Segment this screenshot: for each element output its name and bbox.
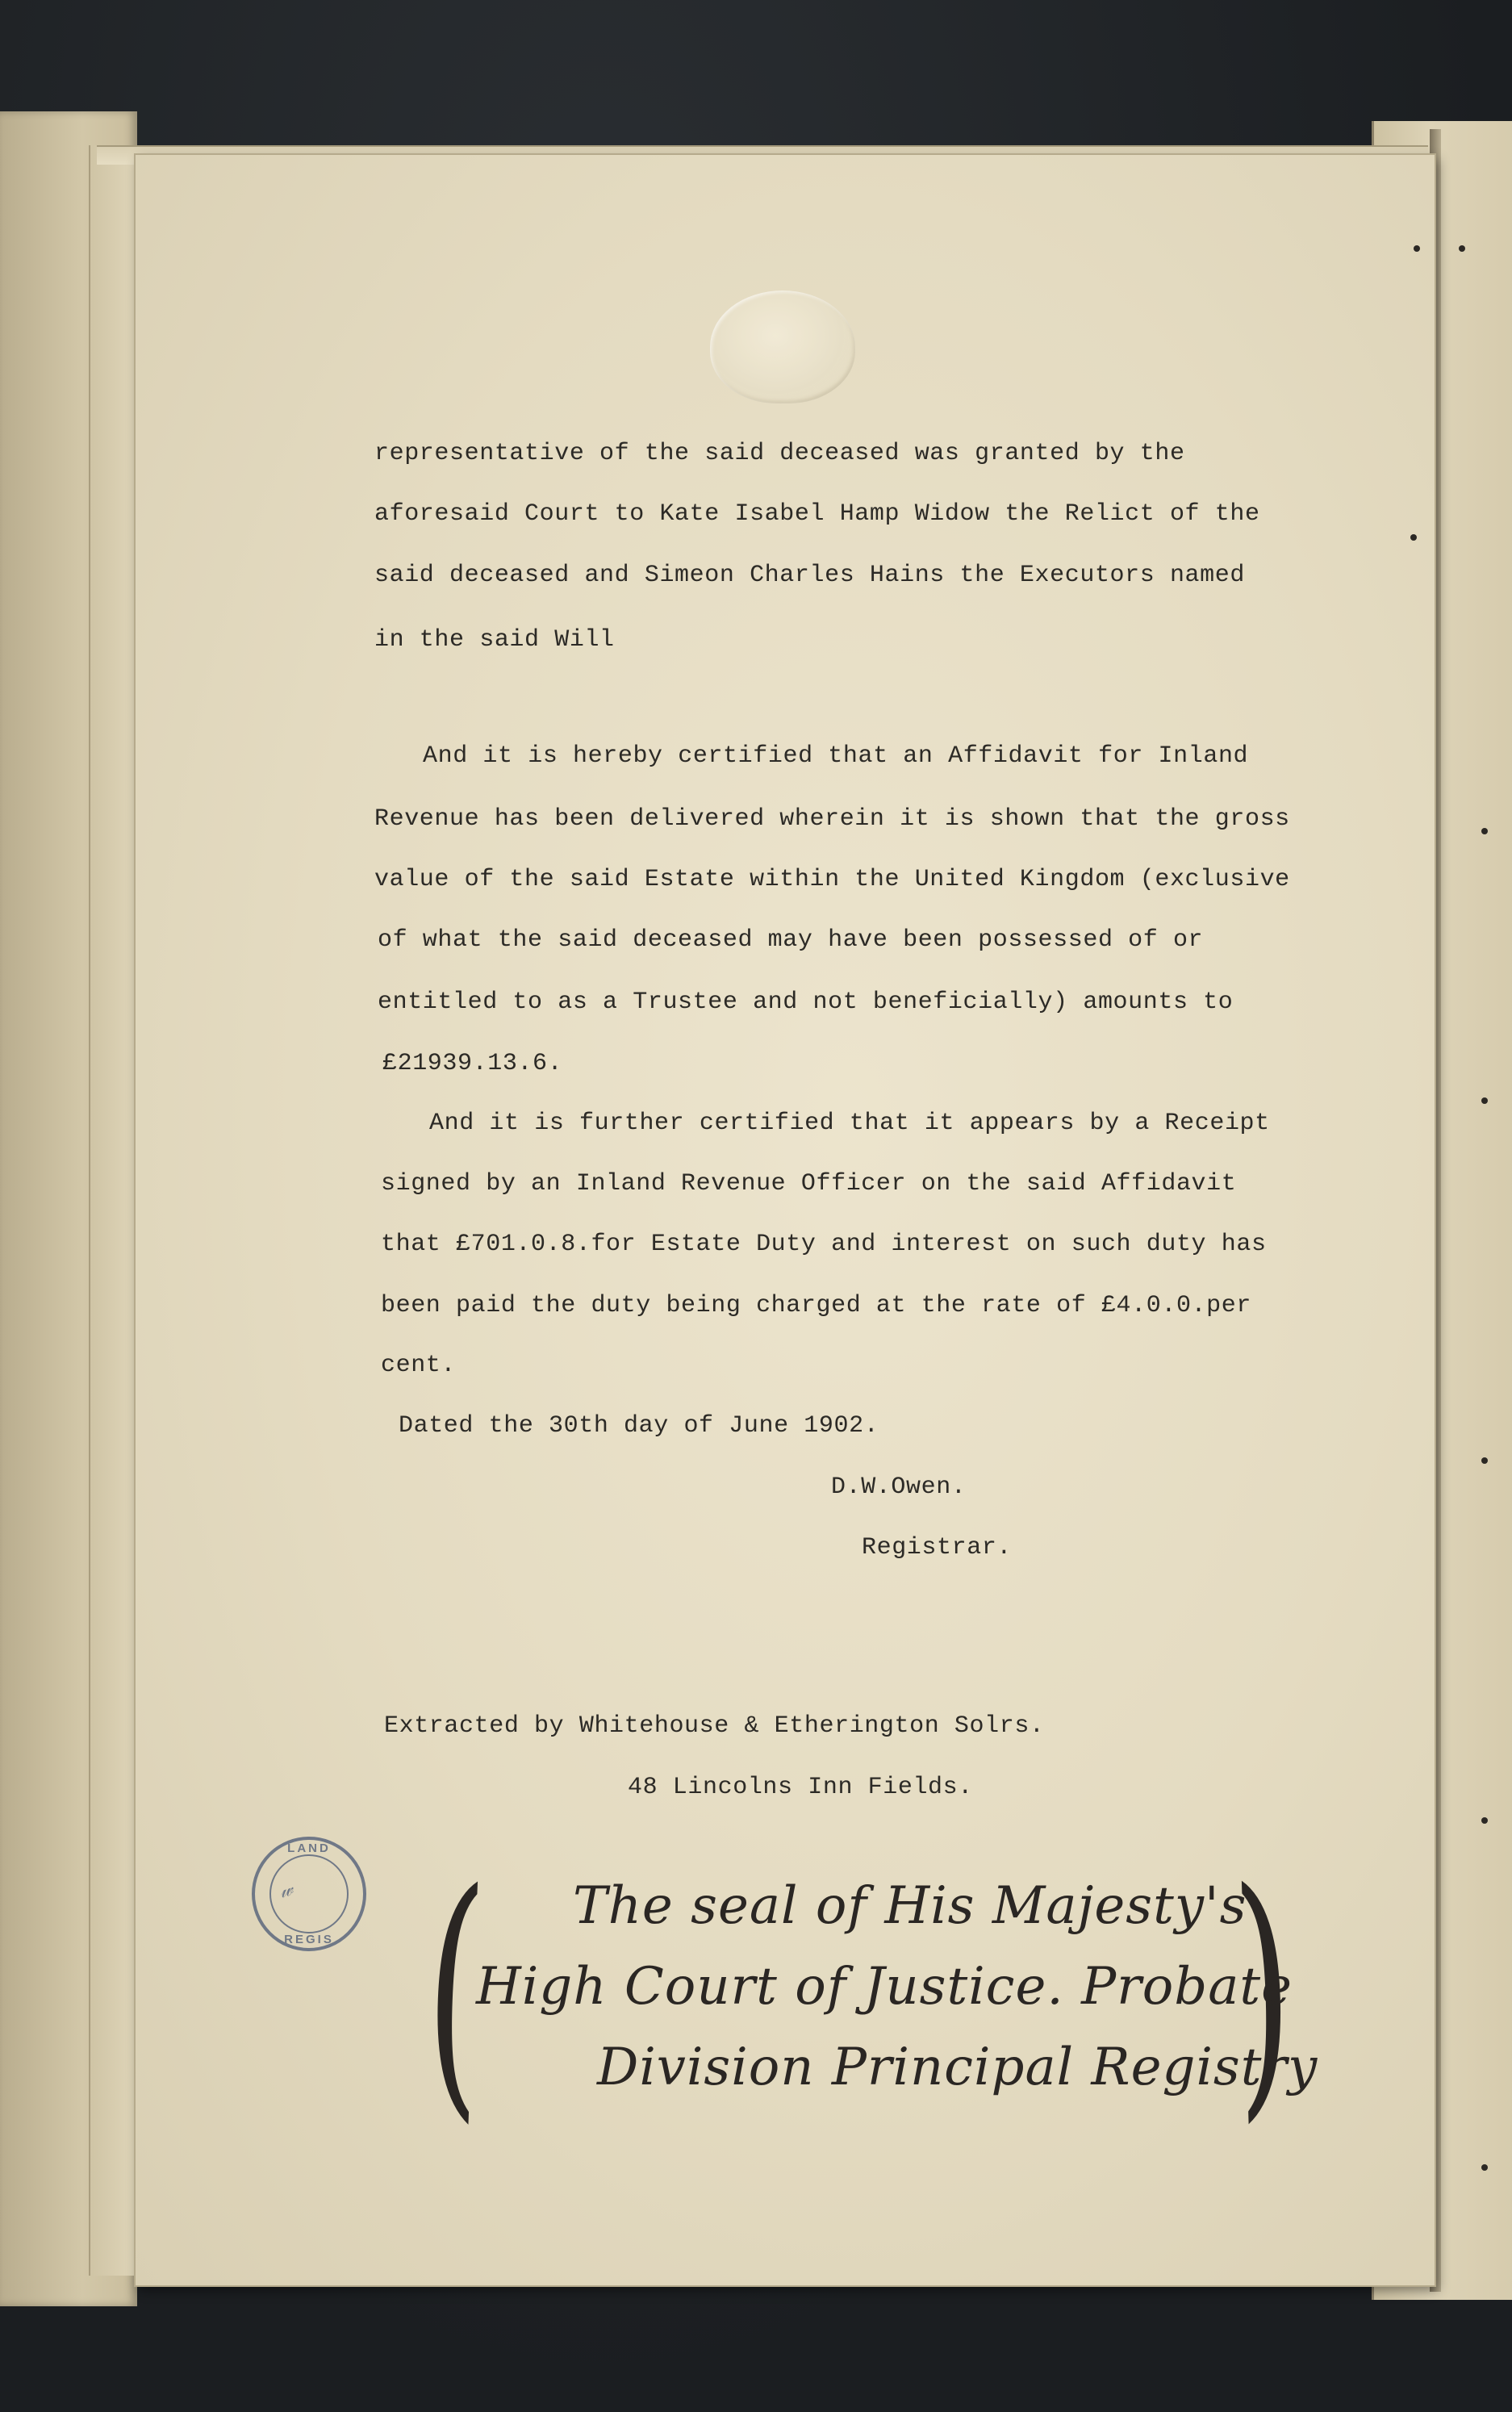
estate-value: £21939.13.6. [382, 1050, 563, 1077]
body-line: been paid the duty being charged at the rate of £4.0.0.per [381, 1292, 1251, 1319]
body-line: And it is hereby certified that an Affidavit for Inland [423, 742, 1249, 770]
dated-line: Dated the 30th day of June 1902. [399, 1412, 879, 1440]
body-line: that £701.0.8.for Estate Duty and interest on such duty has [381, 1231, 1267, 1258]
body-line: representative of the said deceased was granted by the [374, 440, 1185, 467]
handwritten-line: The seal of His Majesty's [573, 1876, 1247, 1936]
extracted-address: 48 Lincolns Inn Fields. [628, 1774, 973, 1801]
right-bracket: ) [1230, 1831, 1297, 2147]
stamp-signature-mark: 𝓌 [276, 1877, 296, 1903]
pin-mark [1481, 1457, 1488, 1464]
body-line: aforesaid Court to Kate Isabel Hamp Widow the Relict of the [374, 500, 1260, 528]
body-line: entitled to as a Trustee and not beneficially) amounts to [378, 989, 1234, 1016]
registrar-title: Registrar. [862, 1534, 1013, 1561]
body-line: of what the said deceased may have been possessed of or [378, 926, 1204, 954]
handwritten-seal-note [403, 1830, 1318, 2148]
body-line: signed by an Inland Revenue Officer on the said Affidavit [381, 1170, 1237, 1198]
underlying-page-left-edge [89, 145, 139, 2276]
left-bracket: ( [420, 1830, 491, 2148]
body-line: cent. [381, 1352, 457, 1379]
land-registry-stamp [252, 1837, 366, 1951]
pin-mark [1481, 2164, 1488, 2171]
body-line: in the said Will [374, 626, 615, 654]
pin-mark [1414, 245, 1420, 252]
stamp-bottom-text: REGIS [284, 1933, 334, 1946]
handwritten-line: Division Principal Registry [597, 2038, 1318, 2097]
pin-mark [1481, 1817, 1488, 1824]
embossed-seal [710, 291, 855, 403]
body-line: And it is further certified that it appears by a Receipt [429, 1110, 1270, 1137]
pin-mark [1410, 534, 1417, 541]
pin-mark [1459, 245, 1465, 252]
pin-mark [1481, 1097, 1488, 1104]
registrar-name: D.W.Owen. [831, 1474, 967, 1501]
extracted-by: Extracted by Whitehouse & Etherington Solrs. [384, 1712, 1045, 1740]
stamp-top-text: LAND [287, 1841, 331, 1855]
handwritten-line: High Court of Justice. Probate [476, 1957, 1293, 2017]
pin-mark [1481, 828, 1488, 834]
body-line: said deceased and Simeon Charles Hains the Executors named [374, 562, 1245, 589]
body-line: Revenue has been delivered wherein it is shown that the gross [374, 805, 1290, 833]
body-line: value of the said Estate within the United Kingdom (exclusive [374, 866, 1290, 893]
